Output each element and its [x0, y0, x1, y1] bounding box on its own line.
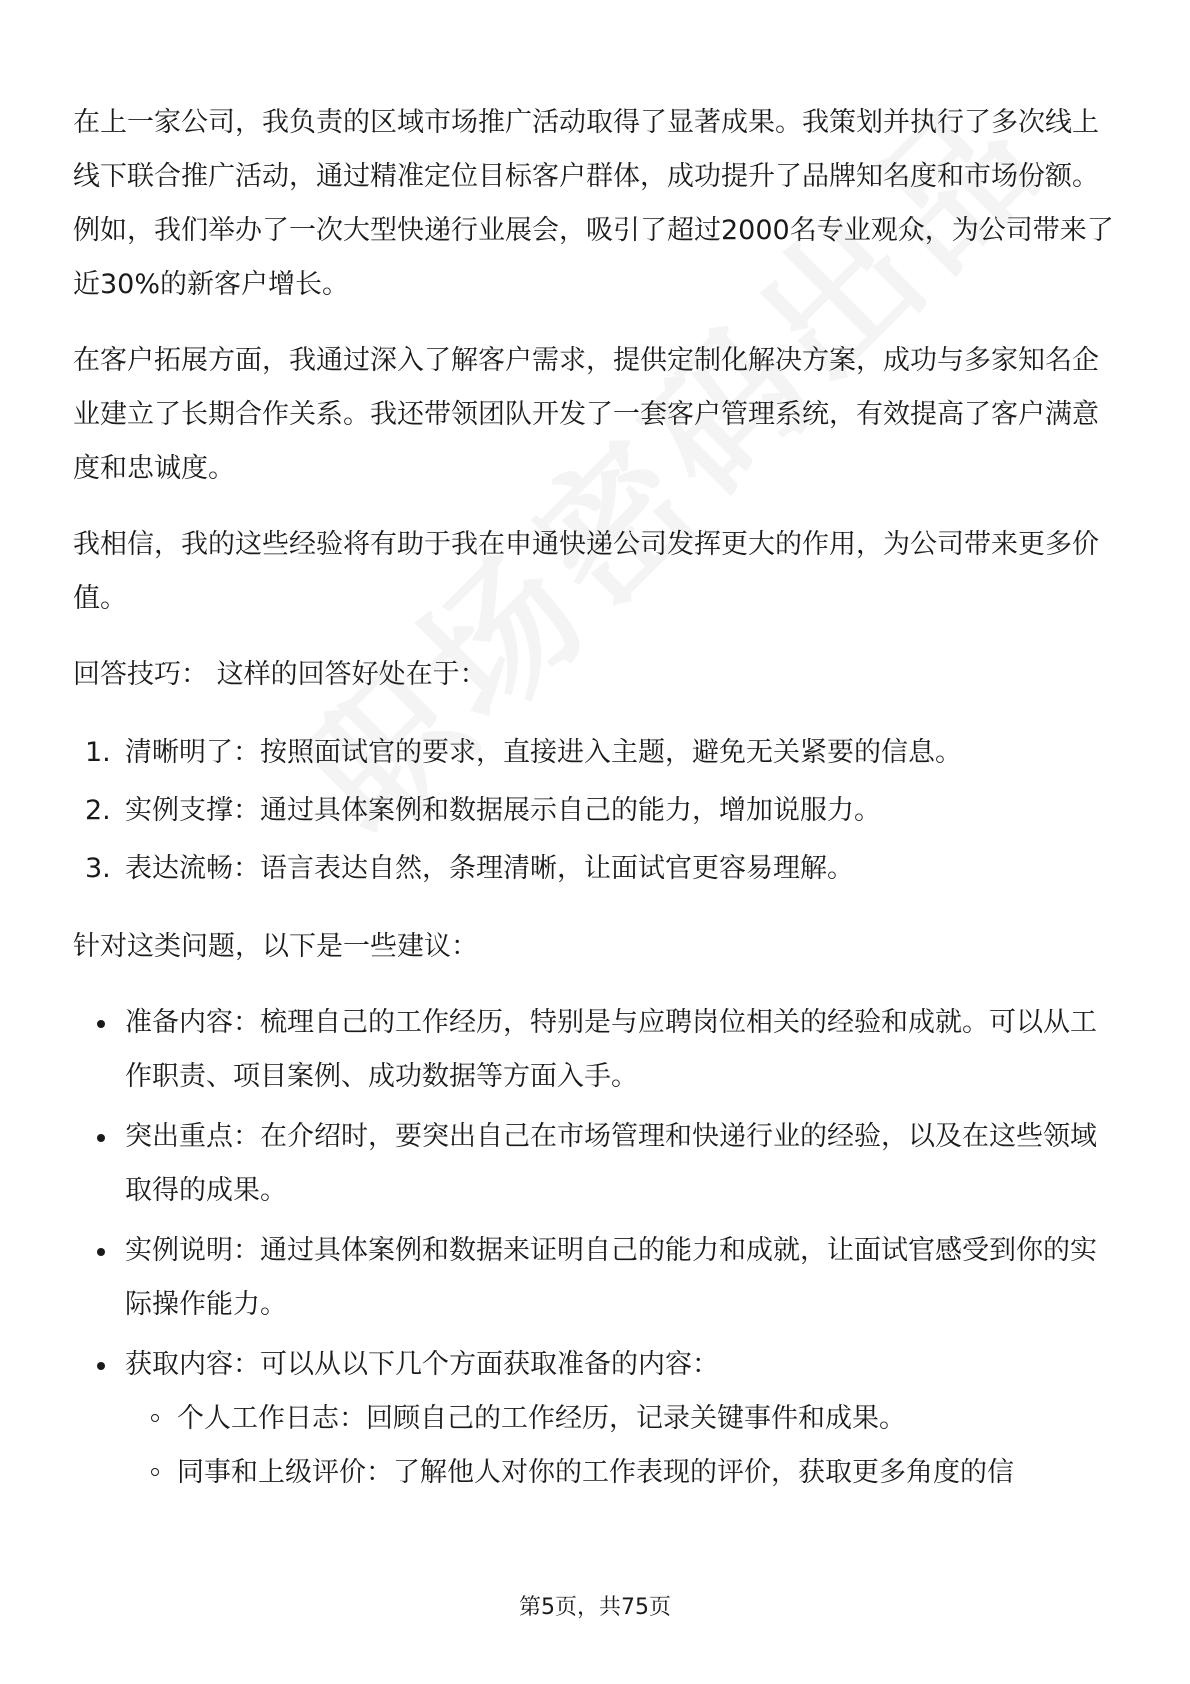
- sublist-item: [125, 1392, 1123, 1446]
- list-number: 2.: [85, 795, 111, 826]
- list-item-text: 实例支撑：通过具体案例和数据展示自己的能力，增加说服力。: [125, 795, 881, 826]
- page-number: 第5页，共75页: [519, 1595, 671, 1620]
- list-number: 1.: [85, 737, 111, 768]
- paragraph-achievements: 在上一家公司，我负责的区域市场推广活动取得了显著成果。我策划并执行了多次线上线下联合推广活动，通过精准定位目标客户群体，成功提升了品牌知名度和市场份额。例如，我们举办了一次大型快递行业展会，吸引了超过2000名专业观众，为公司带来了近30%的新客户增长。: [73, 107, 1114, 300]
- list-item: [73, 840, 1123, 898]
- circle-bullet-icon: [151, 1414, 159, 1422]
- list-item-text: 突出重点：在介绍时，要突出自己在市场管理和快递行业的经验，以及在这些领域取得的成果。: [125, 1121, 1097, 1206]
- advice-heading: 针对这类问题，以下是一些建议：: [73, 931, 478, 962]
- list-number: 3.: [85, 853, 111, 884]
- list-item: [73, 1110, 1123, 1218]
- list-item: [73, 996, 1123, 1104]
- list-item: [73, 1338, 1123, 1500]
- list-item-text: 清晰明了：按照面试官的要求，直接进入主题，避免无关紧要的信息。: [125, 737, 962, 768]
- circle-bullet-icon: [151, 1468, 159, 1476]
- sublist-item-text: 个人工作日志：回顾自己的工作经历，记录关键事件和成果。: [177, 1403, 906, 1434]
- advice-list: [73, 996, 1123, 1500]
- sublist-item-text: 同事和上级评价：了解他人对你的工作表现的评价，获取更多角度的信: [177, 1457, 1014, 1488]
- list-item: [73, 782, 1123, 840]
- tips-heading: 回答技巧： 这样的回答好处在于：: [73, 659, 487, 690]
- document-body: [73, 96, 1123, 1506]
- bullet-icon: [97, 1248, 105, 1256]
- bullet-icon: [97, 1020, 105, 1028]
- bullet-icon: [97, 1134, 105, 1142]
- list-item: [73, 724, 1123, 782]
- list-item-text: 获取内容：可以从以下几个方面获取准备的内容：: [125, 1349, 719, 1380]
- tips-list: [73, 724, 1123, 898]
- sources-sublist: [125, 1392, 1123, 1500]
- list-item-text: 准备内容：梳理自己的工作经历，特别是与应聘岗位相关的经验和成就。可以从工作职责、项目案例、成功数据等方面入手。: [125, 1007, 1097, 1092]
- list-item-text: 表达流畅：语言表达自然，条理清晰，让面试官更容易理解。: [125, 853, 854, 884]
- paragraph-conclusion: 我相信，我的这些经验将有助于我在申通快递公司发挥更大的作用，为公司带来更多价值。: [73, 529, 1099, 614]
- sublist-item: [125, 1446, 1123, 1500]
- bullet-icon: [97, 1362, 105, 1370]
- paragraph-client-expansion: 在客户拓展方面，我通过深入了解客户需求，提供定制化解决方案，成功与多家知名企业建立了长期合作关系。我还带领团队开发了一套客户管理系统，有效提高了客户满意度和忠诚度。: [73, 345, 1099, 484]
- list-item-text: 实例说明：通过具体案例和数据来证明自己的能力和成就，让面试官感受到你的实际操作能力。: [125, 1235, 1097, 1320]
- list-item: [73, 1224, 1123, 1332]
